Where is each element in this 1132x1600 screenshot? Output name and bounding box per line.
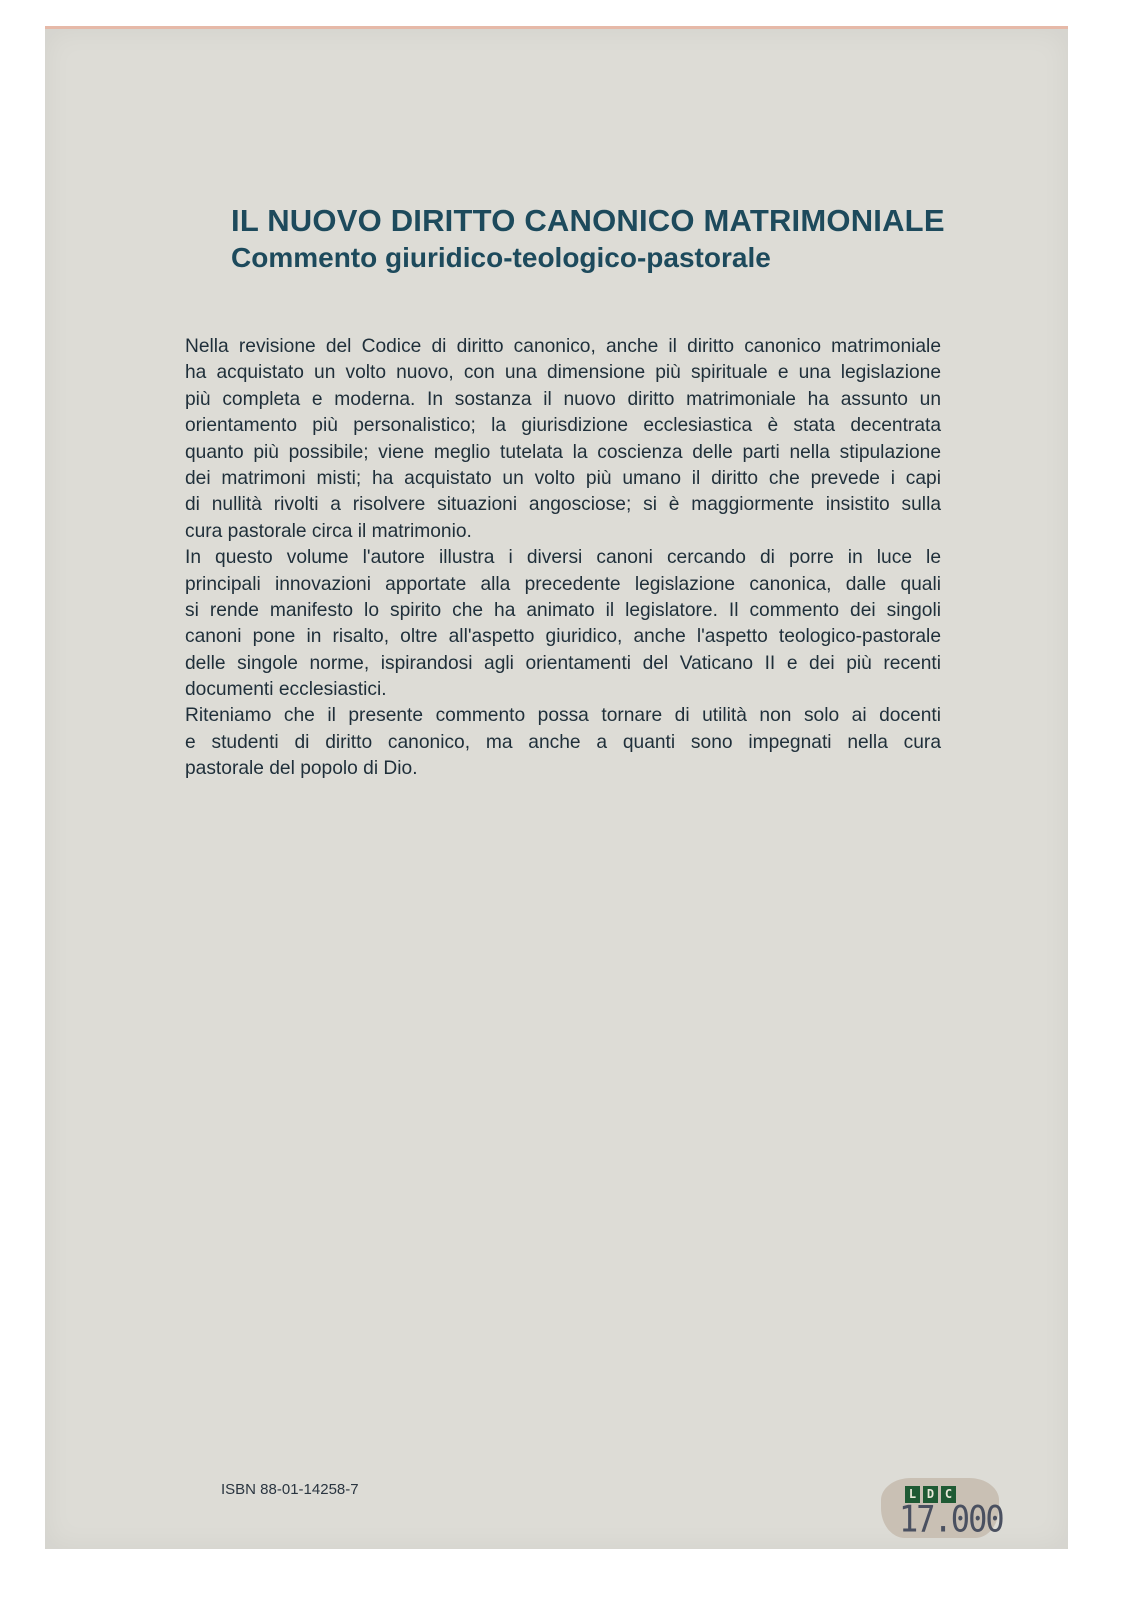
blurb-line: orientamento più personalistico; la giurisdizione ecclesiastica è stata decentrata [185,415,941,437]
price: 17.000 [899,1497,1003,1541]
logo-letter: L [905,1486,920,1503]
blurb-line: di nullità rivolti a risolvere situazioni angosciose; si è maggiormente insistito sulla [185,494,941,516]
blurb-line: documenti ecclesiastici. [185,679,387,701]
blurb-line: Riteniamo che il presente commento possa tornare di utilità non solo ai docenti [185,705,941,727]
blurb-line: dei matrimoni misti; ha acquistato un volto più umano il diritto che prevede i capi [185,467,941,489]
book-subtitle: Commento giuridico-teologico-pastorale [231,242,771,273]
blurb-line: In questo volume l'autore illustra i diversi canoni cercando di porre in luce le [185,547,941,569]
blurb-line: si rende manifesto lo spirito che ha animato il legislatore. Il commento dei singoli [185,599,941,621]
blurb-line: principali innovazioni apportate alla precedente legislazione canonica, dalle quali [185,573,941,595]
book-back-cover [45,26,1068,1549]
price-sticker [881,1478,1003,1541]
blurb-line: quanto più possibile; viene meglio tutelata la coscienza delle parti nella stipulazione [185,441,941,463]
blurb-line: pastorale del popolo di Dio. [185,758,418,780]
blurb-text [185,334,941,783]
logo-letter: D [923,1486,938,1503]
book-title: IL NUOVO DIRITTO CANONICO MATRIMONIALE [231,203,945,238]
blurb-line: delle singole norme, ispirandosi agli orientamenti del Vaticano II e dei più recenti [185,652,941,674]
blurb-line: e studenti di diritto canonico, ma anche a quanti sono impegnati nella cura [185,731,941,753]
blurb-line: più completa e moderna. In sostanza il nuovo diritto matrimoniale ha assunto un [185,388,941,410]
isbn: ISBN 88-01-14258-7 [221,1481,359,1498]
logo-letter: C [941,1486,956,1503]
blurb-line: Nella revisione del Codice di diritto canonico, anche il diritto canonico matrimoniale [185,336,941,357]
blurb-line: cura pastorale circa il matrimonio. [185,520,472,542]
blurb-line: ha acquistato un volto nuovo, con una dimensione più spirituale e una legislazione [185,362,941,384]
blurb-line: canoni pone in risalto, oltre all'aspetto giuridico, anche l'aspetto teologico-pastorale [185,626,941,648]
